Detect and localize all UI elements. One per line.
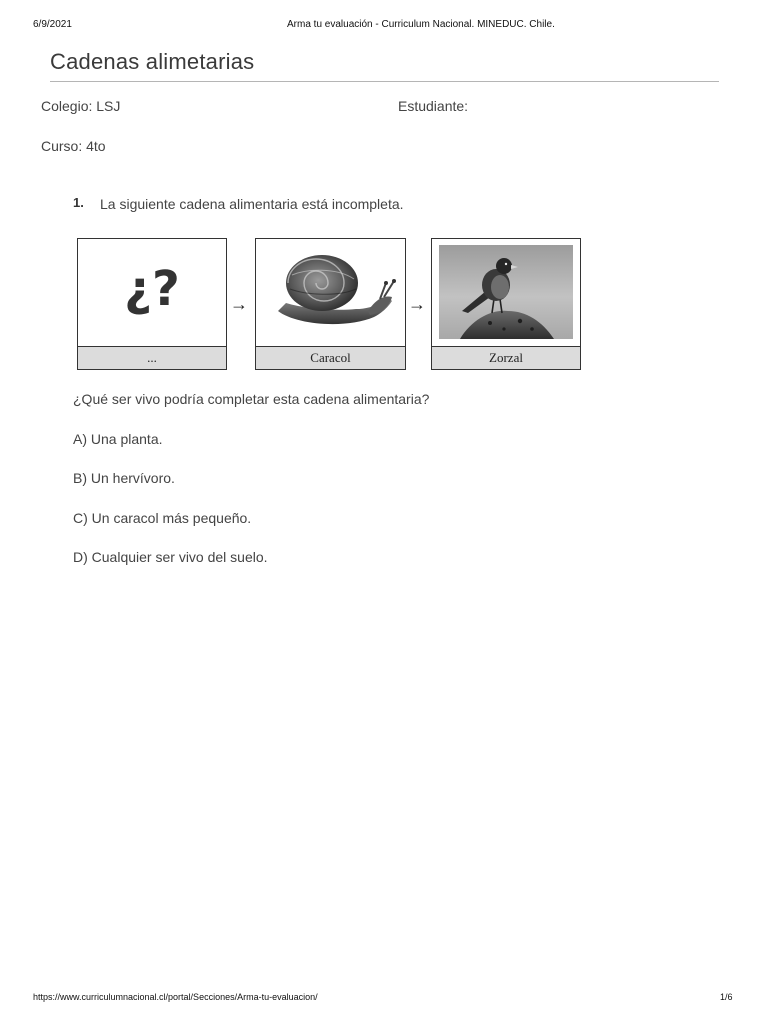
option-b: B) Un hervívoro. xyxy=(73,470,175,486)
chain-card-unknown xyxy=(77,238,227,347)
question-text: La siguiente cadena alimentaria está incompleta. xyxy=(100,196,404,212)
chain-label-unknown: ... xyxy=(77,346,227,370)
estudiante-label: Estudiante: xyxy=(398,98,469,114)
curso-label: Curso: 4to xyxy=(41,138,106,154)
snail-icon xyxy=(256,239,405,346)
option-d: D) Cualquier ser vivo del suelo. xyxy=(73,549,268,565)
question-prompt: ¿Qué ser vivo podría completar esta cadena alimentaria? xyxy=(73,391,430,407)
print-url: https://www.curriculumnacional.cl/portal/Secciones/Arma-tu-evaluacion/ xyxy=(33,992,318,1002)
print-page-title: Arma tu evaluación - Curriculum Nacional. MINEDUC. Chile. xyxy=(287,19,555,30)
arrow-right-icon: → xyxy=(230,294,248,314)
print-date: 6/9/2021 xyxy=(33,19,72,30)
chain-card-thrush xyxy=(431,238,581,347)
page-title: Cadenas alimetarias xyxy=(50,49,255,74)
colegio-label: Colegio: LSJ xyxy=(41,98,121,114)
option-a: A) Una planta. xyxy=(73,431,163,447)
chain-card-snail xyxy=(255,238,406,347)
bird-icon xyxy=(432,239,580,346)
question-number: 1. xyxy=(73,195,84,210)
question-mark-icon: ¿? xyxy=(124,261,180,317)
chain-label-snail: Caracol xyxy=(255,346,406,370)
print-page-number: 1/6 xyxy=(720,992,733,1002)
chain-label-thrush: Zorzal xyxy=(431,346,581,370)
title-divider xyxy=(50,81,719,82)
option-c: C) Un caracol más pequeño. xyxy=(73,510,252,526)
arrow-right-icon: → xyxy=(408,294,426,314)
